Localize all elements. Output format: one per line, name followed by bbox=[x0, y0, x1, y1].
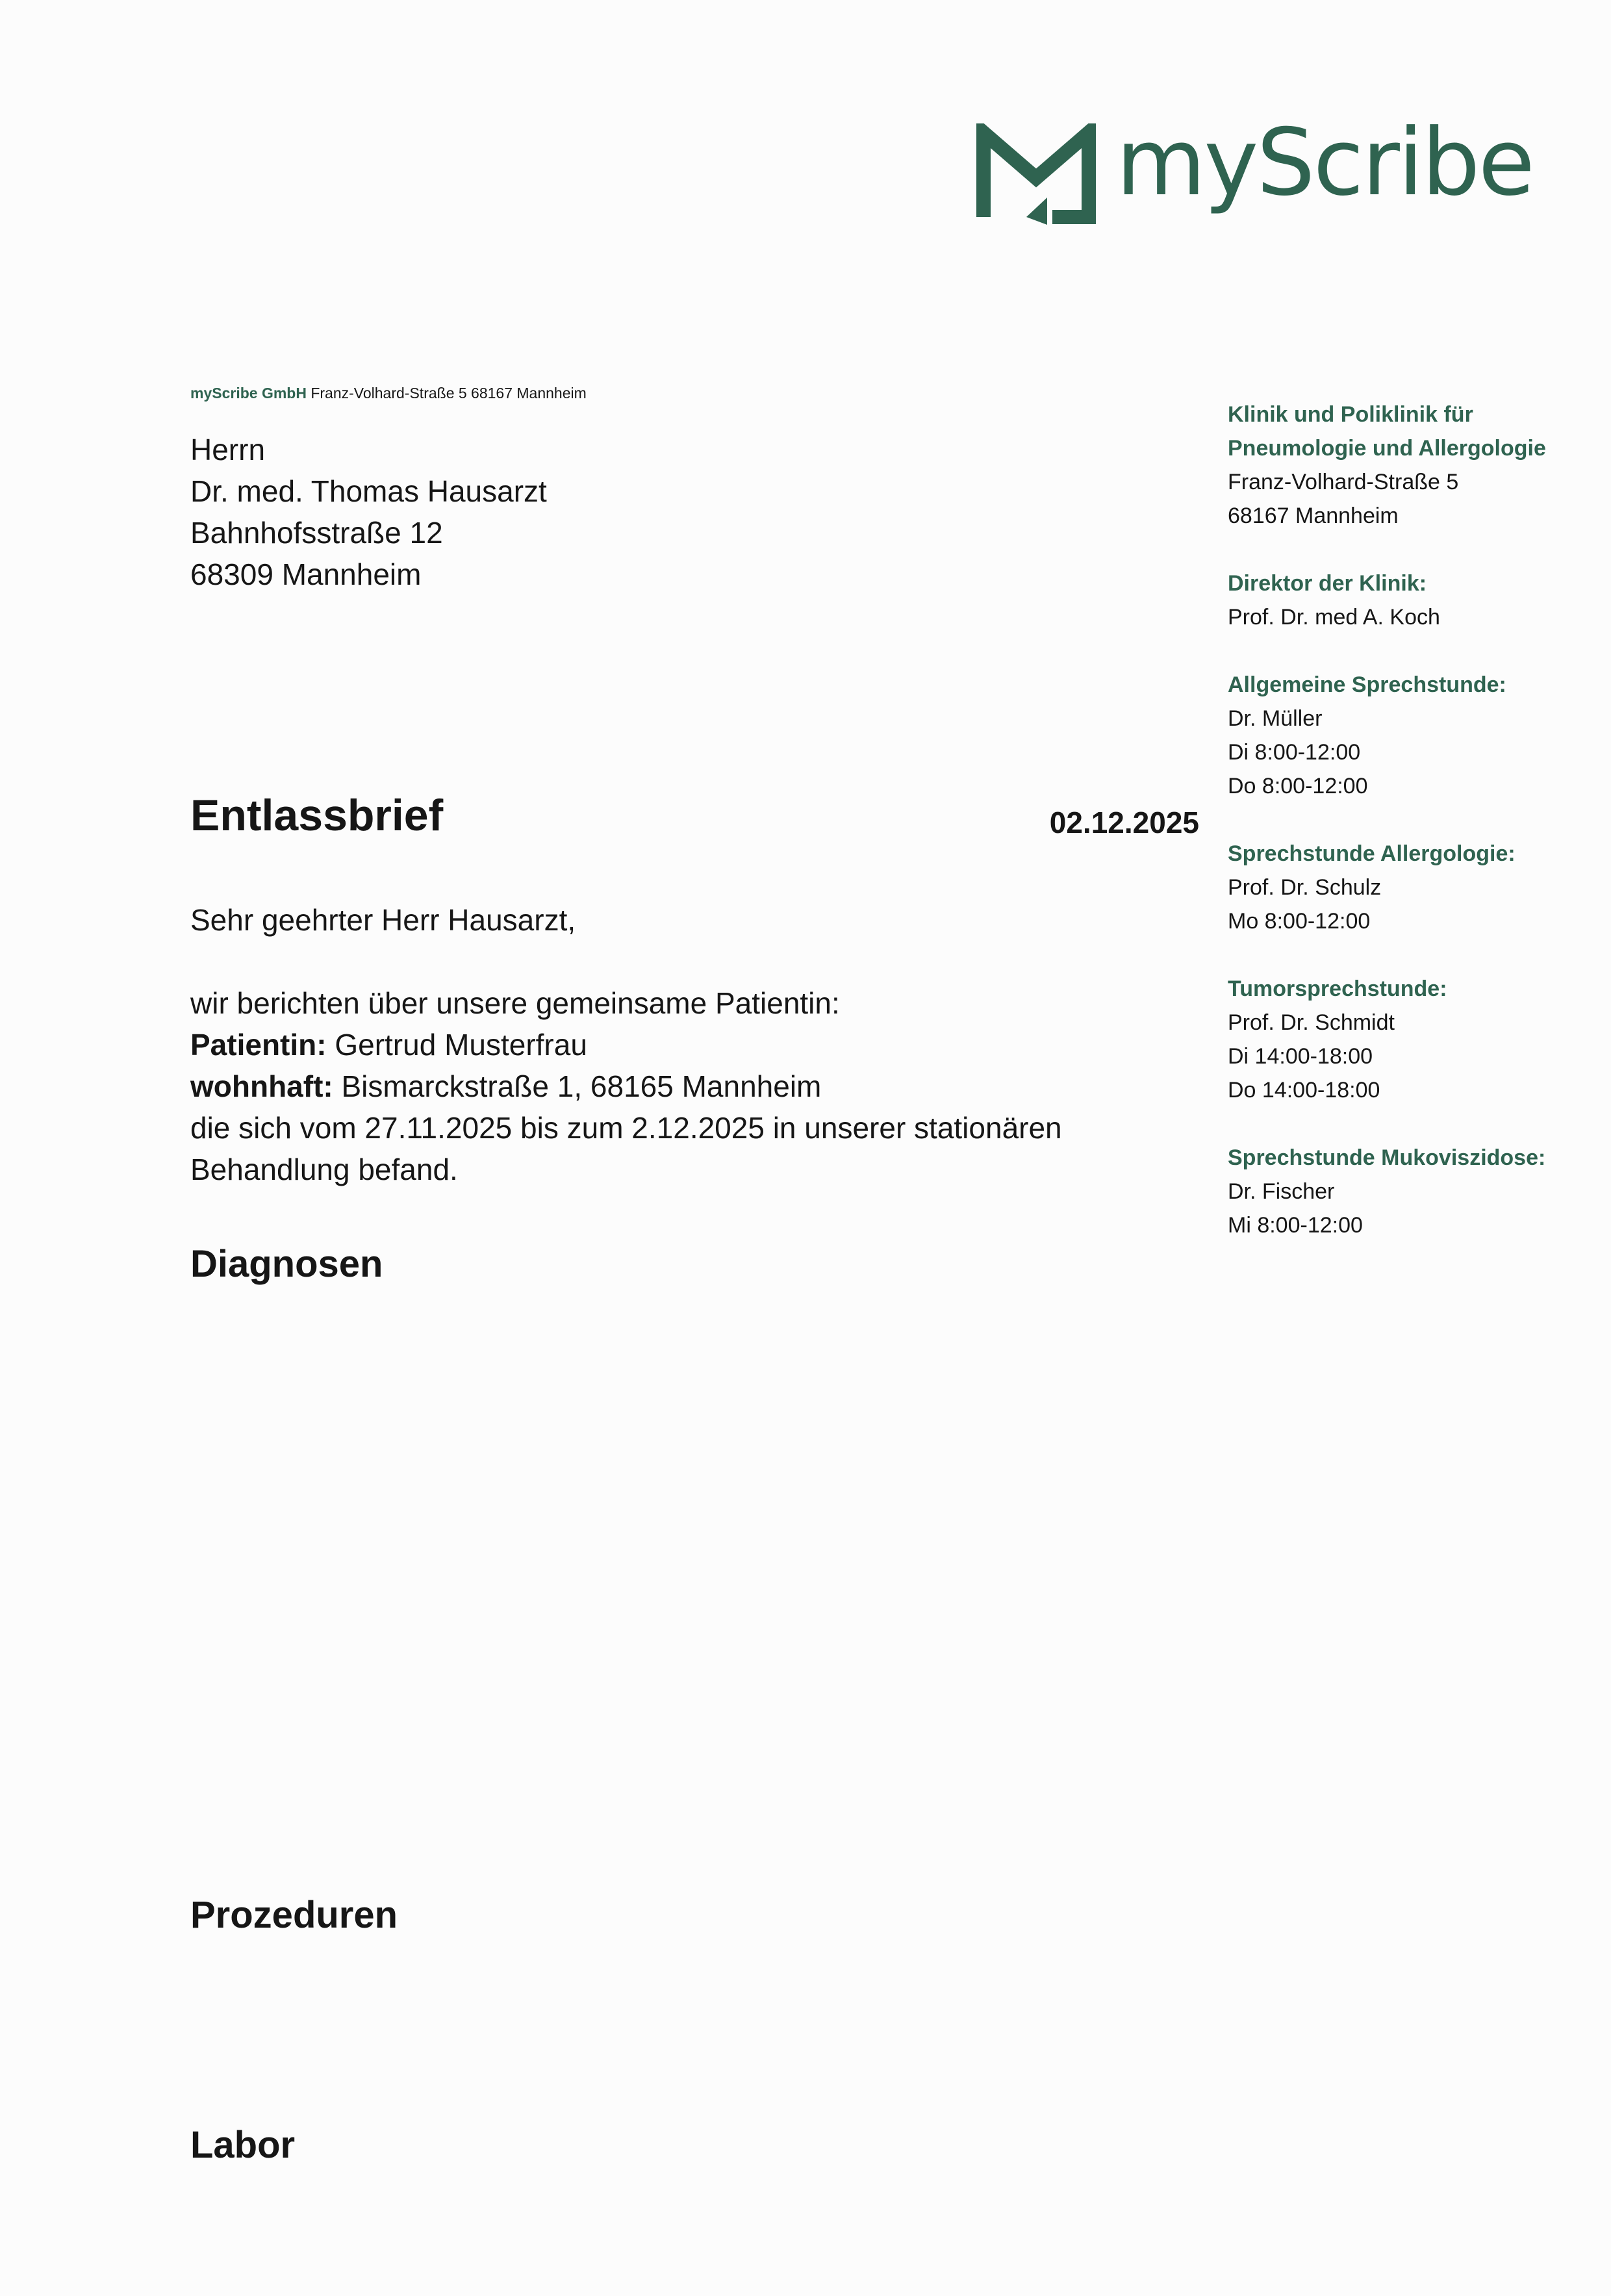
section-heading-diagnosen: Diagnosen bbox=[190, 1243, 383, 1285]
clinic-street: Franz-Volhard-Straße 5 bbox=[1228, 470, 1459, 494]
clinic-block bbox=[1228, 398, 1592, 533]
cf-consultation-doctor: Dr. Fischer bbox=[1228, 1179, 1335, 1204]
patient-line bbox=[190, 1024, 1223, 1065]
director-heading: Direktor der Klinik: bbox=[1228, 571, 1427, 596]
clinic-name-line1: Klinik und Poliklinik für bbox=[1228, 402, 1473, 427]
myscribe-logo-icon bbox=[976, 123, 1097, 225]
clinic-city: 68167 Mannheim bbox=[1228, 504, 1399, 528]
allergy-consultation-heading: Sprechstunde Allergologie: bbox=[1228, 841, 1516, 866]
patient-label: Patientin: bbox=[190, 1028, 327, 1062]
recipient-street: Bahnhofsstraße 12 bbox=[190, 516, 443, 550]
residence-line bbox=[190, 1065, 1223, 1107]
allergy-consultation-doctor: Prof. Dr. Schulz bbox=[1228, 875, 1382, 900]
intro-text: wir berichten über unsere gemeinsame Patientin: bbox=[190, 986, 840, 1020]
general-consultation-hours: Di 8:00-12:00 bbox=[1228, 740, 1361, 765]
clinic-sidebar bbox=[1228, 398, 1592, 1276]
recipient-address bbox=[190, 429, 547, 595]
cf-consultation-heading: Sprechstunde Mukoviszidose: bbox=[1228, 1145, 1546, 1170]
letter-title: Entlassbrief bbox=[190, 791, 444, 840]
sender-company: myScribe GmbH bbox=[190, 385, 307, 402]
logo bbox=[976, 109, 1533, 225]
tumor-consultation-doctor: Prof. Dr. Schmidt bbox=[1228, 1010, 1395, 1035]
section-heading-labor: Labor bbox=[190, 2124, 296, 2166]
allergy-consultation-block bbox=[1228, 837, 1592, 938]
patient-name: Gertrud Musterfrau bbox=[335, 1028, 587, 1062]
tumor-consultation-hours: Di 14:00-18:00 bbox=[1228, 1044, 1373, 1069]
director-block bbox=[1228, 567, 1592, 634]
recipient-name: Dr. med. Thomas Hausarzt bbox=[190, 474, 547, 508]
general-consultation-heading: Allgemeine Sprechstunde: bbox=[1228, 672, 1506, 697]
general-consultation-block bbox=[1228, 668, 1592, 803]
section-heading-prozeduren: Prozeduren bbox=[190, 1894, 398, 1936]
cf-consultation-hours: Mi 8:00-12:00 bbox=[1228, 1213, 1363, 1238]
tumor-consultation-block bbox=[1228, 972, 1592, 1107]
allergy-consultation-hours: Mo 8:00-12:00 bbox=[1228, 909, 1371, 934]
tumor-consultation-heading: Tumorsprechstunde: bbox=[1228, 976, 1447, 1001]
residence-label: wohnhaft: bbox=[190, 1069, 333, 1103]
stay-text: die sich vom 27.11.2025 bis zum 2.12.2025 in unserer stationären Behandlung befand. bbox=[190, 1111, 1062, 1186]
patient-intro bbox=[190, 982, 1223, 1190]
cf-consultation-block bbox=[1228, 1141, 1592, 1242]
recipient-city: 68309 Mannheim bbox=[190, 557, 422, 591]
letter-salutation: Sehr geehrter Herr Hausarzt, bbox=[190, 903, 576, 937]
clinic-name-line2: Pneumologie und Allergologie bbox=[1228, 436, 1546, 461]
general-consultation-doctor: Dr. Müller bbox=[1228, 706, 1323, 731]
sender-address: Franz-Volhard-Straße 5 68167 Mannheim bbox=[311, 385, 587, 402]
general-consultation-hours: Do 8:00-12:00 bbox=[1228, 774, 1368, 798]
tumor-consultation-hours: Do 14:00-18:00 bbox=[1228, 1078, 1380, 1103]
letter-date: 02.12.2025 bbox=[1049, 806, 1199, 839]
recipient-salutation: Herrn bbox=[190, 433, 266, 466]
director-name: Prof. Dr. med A. Koch bbox=[1228, 605, 1440, 630]
logo-wordmark: myScribe bbox=[1116, 109, 1533, 216]
residence-address: Bismarckstraße 1, 68165 Mannheim bbox=[341, 1069, 822, 1103]
sender-line bbox=[190, 385, 587, 402]
